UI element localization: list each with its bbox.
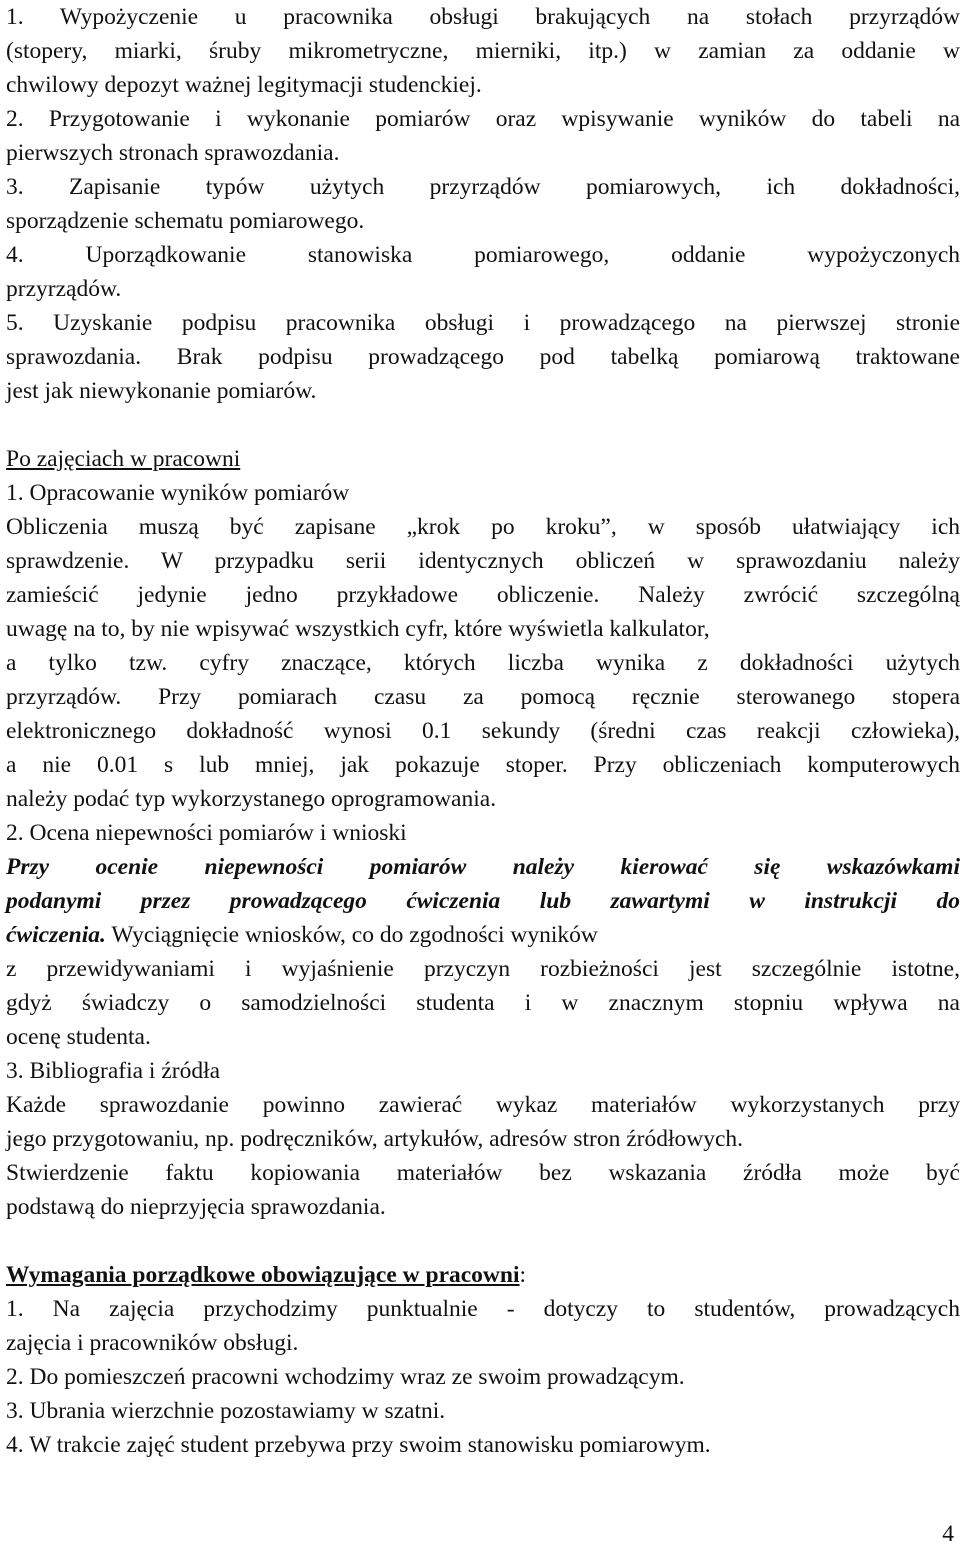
emphasis-line: Przy ocenie niepewności pomiarów należy kierować się wskazówkami <box>6 854 960 880</box>
list-item <box>6 1394 960 1428</box>
list-item <box>6 170 960 238</box>
rules-heading: Wymagania porządkowe obowiązujące w pracowni <box>6 1262 520 1288</box>
text-line: należy podać typ wykorzystanego oprogramowania. <box>6 786 497 812</box>
text-line: 2. Do pomieszczeń pracowni wchodzimy wraz ze swoim prowadzącym. <box>6 1364 685 1390</box>
list-item <box>6 238 960 306</box>
text-line: zajęcia i pracowników obsługi. <box>6 1330 299 1356</box>
text-line: z przewidywaniami i wyjaśnienie przyczyn rozbieżności jest szczególnie istotne, <box>6 956 960 982</box>
text-line: pierwszych stronach sprawozdania. <box>6 140 340 166</box>
text-line: sporządzenie schematu pomiarowego. <box>6 208 365 234</box>
text-line: Stwierdzenie faktu kopiowania materiałów bez wskazania źródła może być <box>6 1160 960 1186</box>
text-line: 5. Uzyskanie podpisu pracownika obsługi i prowadzącego na pierwszej stronie <box>6 310 960 336</box>
subsection-title: 3. Bibliografia i źródła <box>6 1058 221 1084</box>
list-item <box>6 1428 960 1462</box>
bibliography-paragraph <box>6 1088 960 1224</box>
after-class-heading: Po zajęciach w pracowni <box>6 446 241 472</box>
text-line: 3. Zapisanie typów użytych przyrządów pomiarowych, ich dokładności, <box>6 174 960 200</box>
text-line: (stopery, miarki, śruby mikrometryczne, mierniki, itp.) w zamian za oddanie w <box>6 38 960 64</box>
text-run: Wyciągnięcie wniosków, co do zgodności wyników <box>105 922 598 948</box>
text-line <box>6 918 960 952</box>
subsection-title: 1. Opracowanie wyników pomiarów <box>6 480 350 506</box>
text-line: chwilowy depozyt ważnej legitymacji studenckiej. <box>6 72 482 98</box>
rules-heading-line <box>6 1258 960 1292</box>
uncertainty-paragraph <box>6 850 960 1054</box>
after-class-section <box>6 442 960 1224</box>
rules-section <box>6 1258 960 1462</box>
text-line: jest jak niewykonanie pomiarów. <box>6 378 317 404</box>
text-line: 3. Ubrania wierzchnie pozostawiamy w szatni. <box>6 1398 446 1424</box>
text-line: elektronicznego dokładność wynosi 0.1 sekundy (średni czas reakcji człowieka), <box>6 718 960 744</box>
rules-heading-colon: : <box>519 1262 527 1288</box>
results-paragraph <box>6 510 960 816</box>
list-item <box>6 306 960 408</box>
text-line: przyrządów. Przy pomiarach czasu za pomocą ręcznie sterowanego stopera <box>6 684 960 710</box>
document-body <box>6 0 960 1462</box>
text-line: ocenę studenta. <box>6 1024 151 1050</box>
list-item <box>6 102 960 170</box>
text-line: jego przygotowaniu, np. podręczników, artykułów, adresów stron źródłowych. <box>6 1126 744 1152</box>
text-line: 2. Przygotowanie i wykonanie pomiarów oraz wpisywanie wyników do tabeli na <box>6 106 960 132</box>
list-item <box>6 1292 960 1360</box>
text-line: gdyż świadczy o samodzielności studenta i w znacznym stopniu wpływa na <box>6 990 960 1016</box>
emphasis-text: ćwiczenia. <box>6 922 106 948</box>
text-line: a nie 0.01 s lub mniej, jak pokazuje stoper. Przy obliczeniach komputerowych <box>6 752 960 778</box>
subsection-title: 2. Ocena niepewności pomiarów i wnioski <box>6 820 407 846</box>
emphasis-line: podanymi przez prowadzącego ćwiczenia lub zawartymi w instrukcji do <box>6 888 960 914</box>
text-line: 4. W trakcie zajęć student przebywa przy swoim stanowisku pomiarowym. <box>6 1432 711 1458</box>
text-line: 1. Na zajęcia przychodzimy punktualnie - dotyczy to studentów, prowadzących <box>6 1296 960 1322</box>
list-item <box>6 0 960 102</box>
spacer <box>6 408 960 442</box>
text-line: sprawdzenie. W przypadku serii identycznych obliczeń w sprawozdaniu należy <box>6 548 960 574</box>
text-line: podstawą do nieprzyjęcia sprawozdania. <box>6 1194 386 1220</box>
text-line: sprawozdania. Brak podpisu prowadzącego pod tabelką pomiarową traktowane <box>6 344 960 370</box>
text-line: Każde sprawozdanie powinno zawierać wykaz materiałów wykorzystanych przy <box>6 1092 960 1118</box>
text-line: a tylko tzw. cyfry znaczące, których liczba wynika z dokładności użytych <box>6 650 960 676</box>
text-line: uwagę na to, by nie wpisywać wszystkich cyfr, które wyświetla kalkulator, <box>6 616 710 642</box>
spacer <box>6 1224 960 1258</box>
preparation-list <box>6 0 960 408</box>
text-line: zamieścić jedynie jedno przykładowe obliczenie. Należy zwrócić szczególną <box>6 582 960 608</box>
text-line: 1. Wypożyczenie u pracownika obsługi brakujących na stołach przyrządów <box>6 4 960 30</box>
text-line: przyrządów. <box>6 276 122 302</box>
page-number: 4 <box>942 1521 954 1547</box>
list-item <box>6 1360 960 1394</box>
text-line: 4. Uporządkowanie stanowiska pomiarowego, oddanie wypożyczonych <box>6 242 960 268</box>
text-line: Obliczenia muszą być zapisane „krok po kroku”, w sposób ułatwiający ich <box>6 514 960 540</box>
section-heading <box>6 442 960 476</box>
